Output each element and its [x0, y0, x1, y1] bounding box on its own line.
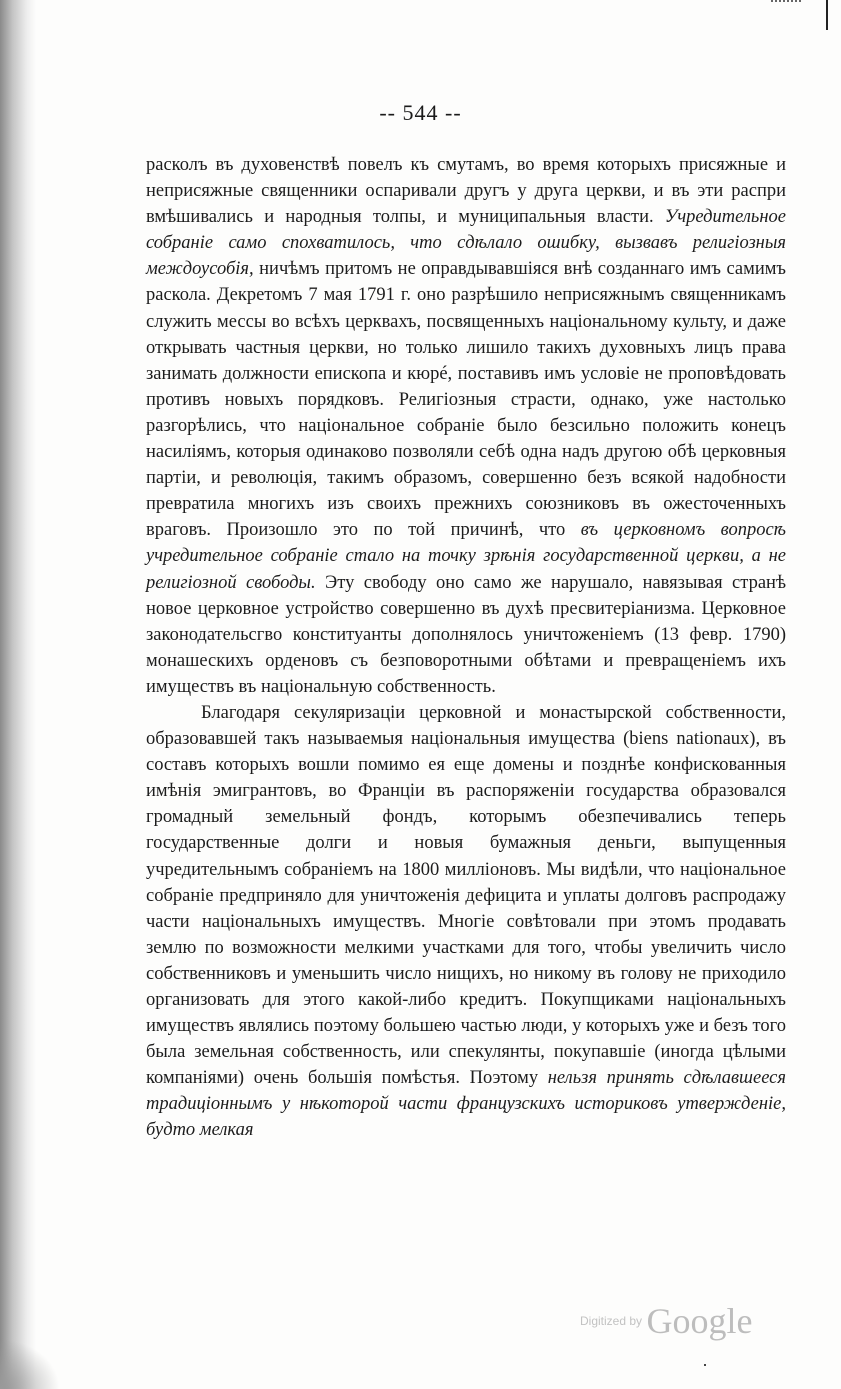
right-edge-rule: [826, 0, 828, 30]
paragraph-2-text-a: Благодаря секуляризаціи церковной и монастырской собственности, образовавшей такъ называемыя національныя имущества (biens nationaux), въ составъ которыхъ вошли помимо ея еще домены и позднѣе конфискованныя имѣнія эмигрантовъ, во Франціи въ распоряженіи государства образовался громадный земельный фондъ, которымъ обезпечивались теперь государственные долги и новыя бумажныя деньги, выпущенныя учредительнымъ собраніемъ на 1800 милліоновъ. Мы видѣли, что національное собраніе предприняло для уничтоженія дефицита и уплаты долговъ распродажу части національныхъ имуществъ. Многіе совѣтовали при этомъ продавать землю по возможности мелкими участками для того, чтобы увеличить число собственниковъ и уменьшить число нищихъ, но никому въ голову не приходило организовать для этого какой-либо кредитъ. Покупщиками національныхъ имуществъ являлись поэтому большею частью люди, у которыхъ уже и безъ того была земельная собственность, или спекулянты, покупавшіе (иногда цѣлыми компаніями) очень большія помѣстья. Поэтому: [146, 702, 786, 1089]
body-text: [146, 152, 786, 1144]
digitized-by-google-watermark: [580, 1300, 752, 1342]
paragraph-1-italic-a: Учредительное собраніе само спохватилось, что сдѣлало ошибку, вызвавъ религіозныя междоусобія,: [146, 207, 786, 280]
corner-shadow: [0, 1339, 60, 1389]
paragraph-2: [146, 700, 786, 1144]
paragraph-1-text-c: Эту свободу оно само же нарушало, навязывая странѣ новое церковное устройство совершенно въ духѣ пресвитеріанизма. Церковное законодательсгво конституанты дополнялось уничтоженіемъ (13 февр. 1790) монашескихъ орденовъ съ безповоротными обѣтами и превращеніемъ ихъ имуществъ въ національную собственность.: [146, 572, 786, 697]
paragraph-1-italic-b: въ церковномъ вопросѣ учредительное собраніе стало на точку зрѣнія государственной церкви, а не религіозной свободы.: [146, 520, 786, 593]
google-logo-text: Google: [646, 1301, 753, 1341]
page-number: -- 544 --: [379, 100, 462, 125]
binding-shadow: [0, 0, 36, 1389]
paragraph-1-text-a: расколъ въ духовенствѣ повелъ къ смутамъ, во время которыхъ присяжные и неприсяжные священники оспаривали другъ у друга церкви, и въ эти распри вмѣшивались и народныя толпы, и муниципальныя власти.: [146, 155, 786, 228]
paragraph-2-italic-a: нельзя принять сдѣлавшееся традиціоннымъ у нѣкоторой части французскихъ историковъ утвержденіе, будто мелкая: [146, 1068, 786, 1141]
scan-speck: [704, 1364, 706, 1366]
watermark-small-text: Digitized by: [580, 1314, 643, 1328]
paragraph-1-text-b: ничѣмъ притомъ не оправдывавшіяся внѣ созданнаго имъ самимъ раскола. Декретомъ 7 мая 1791 г. оно разрѣшило неприсяжнымъ священникамъ служить мессы во всѣхъ церквахъ, посвященныхъ національному культу, и даже открывать частныя церкви, но только лишило такихъ духовныхъ лицъ права занимать должности епископа и кюрé, поставивъ имъ условіе не проповѣдовать противъ новыхъ порядковъ. Религіозныя страсти, однако, уже настолько разгорѣлись, что національное собраніе было безсильно положить конецъ насиліямъ, которыя одинаково позволяли себѣ одна надъ другою обѣ церковныя партіи, и революція, такимъ образомъ, совершенно безъ всякой надобности превратила многихъ изъ своихъ прежнихъ союзниковъ въ ожесточенныхъ враговъ. Произошло это по той причинѣ, что: [146, 259, 786, 541]
top-margin-marks: [771, 0, 801, 6]
paragraph-1: [146, 152, 786, 700]
